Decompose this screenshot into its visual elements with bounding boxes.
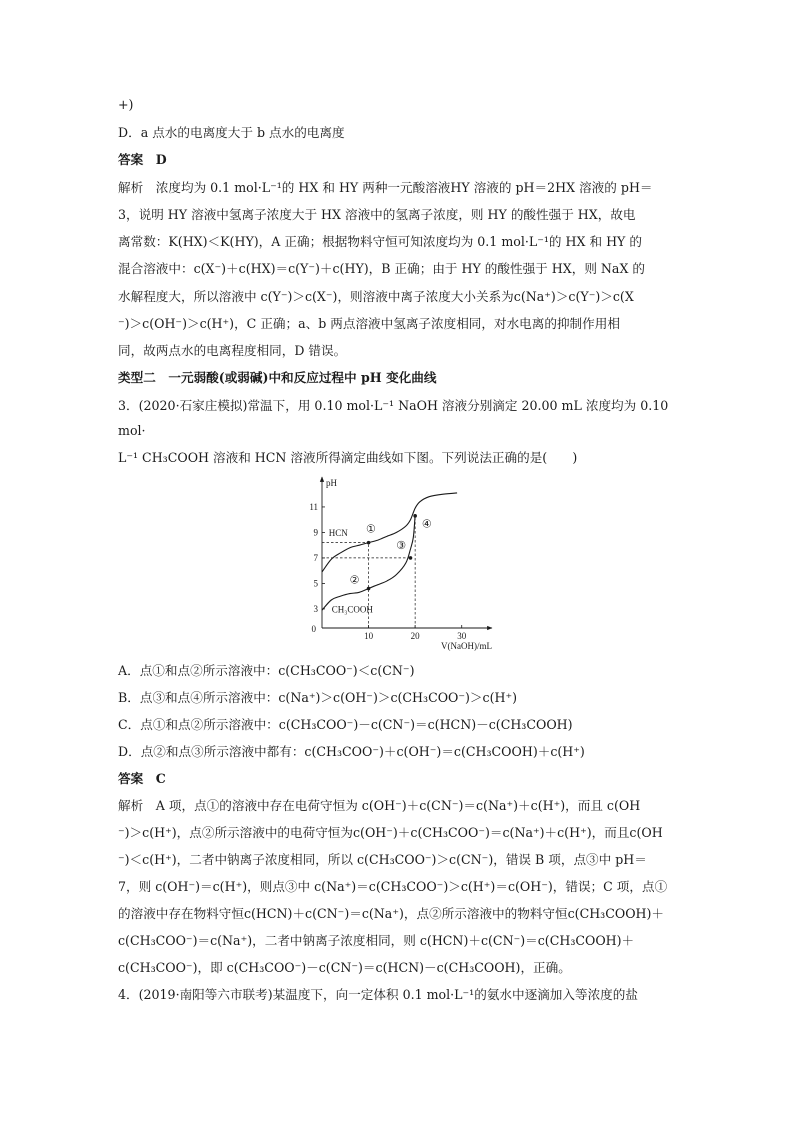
analysis-line: 解析 A 项，点①的溶液中存在电荷守恒为 c(OH⁻)＋c(CN⁻)＝c(Na⁺)＋c(H⁺)，而且 c(OH <box>118 798 641 813</box>
analysis-line: 离常数：K(HX)＜K(HY)，A 正确；根据物料守恒可知浓度均为 0.1 mol·L⁻¹的 HX 和 HY 的 <box>118 234 642 249</box>
analysis-line: 的溶液中存在物料守恒c(HCN)＋c(CN⁻)＝c(Na⁺)，点②所示溶液中的物料守恒c(CH₃COOH)＋ <box>118 906 665 921</box>
point-label: ③ <box>396 539 407 552</box>
option-b: B．点③和点④所示溶液中：c(Na⁺)＞c(OH⁻)＞c(CH₃COO⁻)＞c(H⁺) <box>118 690 518 705</box>
analysis-line: 3，说明 HY 溶液中氢离子浓度大于 HX 溶液中的氢离子浓度，则 HY 的酸性强于 HX，故电 <box>118 207 636 222</box>
question-line: mol· <box>118 423 146 438</box>
option-d: D．a 点水的电离度大于 b 点水的电离度 <box>118 125 345 140</box>
question-line: L⁻¹ CH₃COOH 溶液和 HCN 溶液所得滴定曲线如下图。下列说法正确的是( ) <box>118 450 578 465</box>
y-axis-label: pH <box>326 478 337 488</box>
origin-label: 0 <box>311 624 316 634</box>
data-point <box>367 541 371 545</box>
y-tick-label: 3 <box>313 603 318 614</box>
curve-label: HCN <box>328 528 348 539</box>
y-tick-label: 5 <box>313 578 318 589</box>
point-label: ② <box>349 574 360 587</box>
x-tick-label: 10 <box>364 631 374 641</box>
analysis-line: 同，故两点水的电离程度相同，D 错误。 <box>118 343 347 358</box>
data-point <box>367 587 371 591</box>
y-tick-label: 11 <box>309 501 318 512</box>
analysis-line: ⁻)＞c(H⁺)，点②所示溶液中的电荷守恒为c(OH⁻)＋c(CH₃COO⁻)＝c(Na⁺)＋c(H⁺)，而且c(OH <box>118 825 663 840</box>
option-a: A．点①和点②所示溶液中：c(CH₃COO⁻)＜c(CN⁻) <box>118 663 415 678</box>
analysis-line: 混合溶液中：c(X⁻)＋c(HX)＝c(Y⁻)＋c(HY)，B 正确；由于 HY 的酸性强于 HX，则 NaX 的 <box>118 261 646 276</box>
answer: 答案 D <box>118 152 167 167</box>
question-line: 4．(2019·南阳等六市联考)某温度下，向一定体积 0.1 mol·L⁻¹的氨水中逐滴加入等浓度的盐 <box>118 987 638 1002</box>
answer: 答案 C <box>118 771 166 786</box>
analysis-line: 水解程度大，所以溶液中 c(Y⁻)＞c(X⁻)，则溶液中离子浓度大小关系为c(Na⁺)＞c(Y⁻)＞c(X <box>118 289 634 304</box>
x-axis-label: V(NaOH)/mL <box>441 641 492 651</box>
x-tick-label: 30 <box>457 631 467 641</box>
analysis-line: c(CH₃COO⁻)＝c(Na⁺)，二者中钠离子浓度相同，则 c(HCN)＋c(CN⁻)＝c(CH₃COOH)＋ <box>118 933 635 948</box>
analysis-line: 解析 浓度均为 0.1 mol·L⁻¹的 HX 和 HY 两种一元酸溶液HY 溶液的 pH＝2HX 溶液的 pH＝ <box>118 180 653 195</box>
analysis-line: ⁻)＞c(OH⁻)＞c(H⁺)，C 正确；a、b 两点溶液中氢离子浓度相同，对水电离的抑制作用相 <box>118 316 620 331</box>
analysis-line: ⁻)＜c(H⁺)，二者中钠离子浓度相同，所以 c(CH₃COO⁻)＞c(CN⁻)，错误 B 项，点③中 pH＝ <box>118 852 647 867</box>
question-line: 3．(2020·石家庄模拟)常温下，用 0.10 mol·L⁻¹ NaOH 溶液分别滴定 20.00 mL 浓度均为 0.10 <box>118 398 669 413</box>
section-heading: 类型二 一元弱酸(或弱碱)中和反应过程中 pH 变化曲线 <box>118 370 437 385</box>
option-d: D．点②和点③所示溶液中都有：c(CH₃COO⁻)＋c(OH⁻)＝c(CH₃COOH)＋c(H⁺) <box>118 744 585 759</box>
point-label: ④ <box>421 518 432 531</box>
option-c: C．点①和点②所示溶液中：c(CH₃COO⁻)－c(CN⁻)＝c(HCN)－c(CH₃COOH) <box>118 717 573 732</box>
x-tick-label: 20 <box>410 631 420 641</box>
text-line: +) <box>118 97 134 112</box>
data-point <box>413 514 417 518</box>
y-tick-label: 9 <box>313 527 318 538</box>
titration-chart <box>300 476 495 654</box>
analysis-line: 7，则 c(OH⁻)＝c(H⁺)，则点③中 c(Na⁺)＝c(CH₃COO⁻)＞c(H⁺)＝c(OH⁻)，错误；C 项，点① <box>118 879 668 894</box>
y-tick-label: 7 <box>313 552 318 563</box>
point-label: ① <box>365 523 376 536</box>
analysis-line: c(CH₃COO⁻)，即 c(CH₃COO⁻)－c(CN⁻)＝c(HCN)－c(CH₃COOH)，正确。 <box>118 960 571 975</box>
curve-label: CH₃COOH <box>331 604 373 615</box>
data-point <box>409 556 413 560</box>
